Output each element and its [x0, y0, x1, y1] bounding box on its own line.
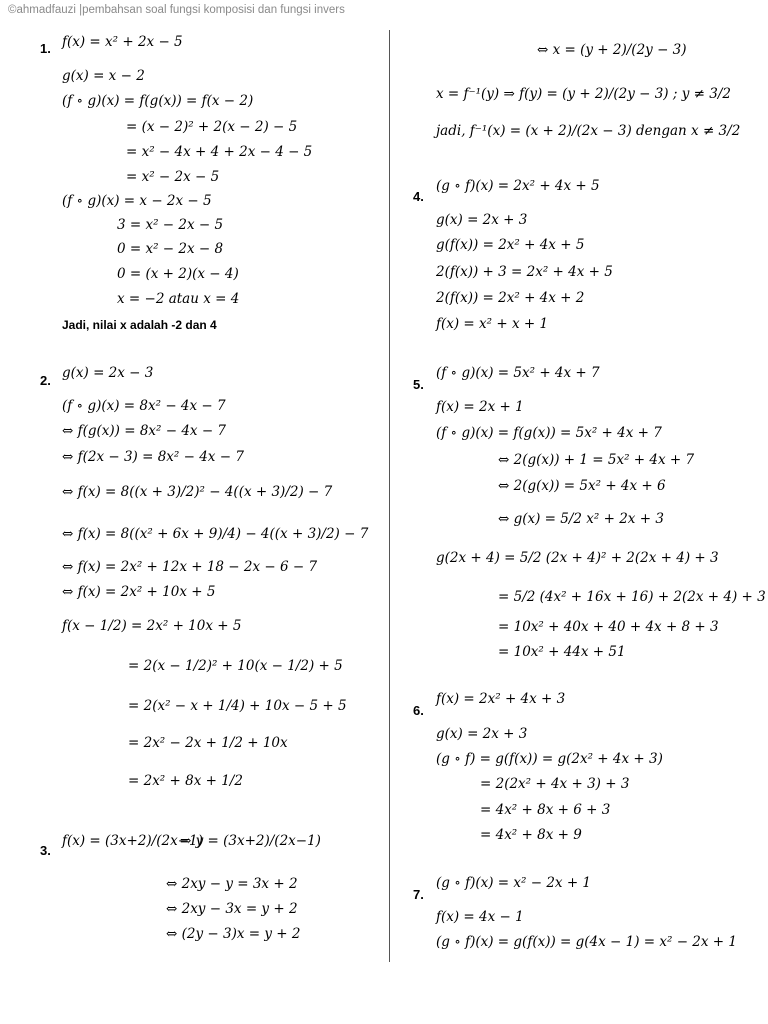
p4-line-6: f(x) = x² + x + 1 [436, 316, 549, 332]
p5-line-2: f(x) = 2x + 1 [436, 399, 524, 415]
p1-line-6: = x² − 2x − 5 [126, 169, 220, 185]
problem-2-number: 2. [40, 373, 51, 388]
column-divider [389, 30, 390, 962]
p5-line-9: = 10x² + 40x + 40 + 4x + 8 + 3 [498, 619, 719, 635]
p2-line-4: ⇔ f(2x − 3) = 8x² − 4x − 7 [62, 449, 244, 465]
p4-line-4: 2(f(x)) + 3 = 2x² + 4x + 5 [436, 264, 613, 280]
p6-line-1: f(x) = 2x² + 4x + 3 [436, 691, 566, 707]
p2-line-11: = 2(x² − x + 1/4) + 10x − 5 + 5 [128, 698, 347, 714]
p7-line-1: (g ∘ f)(x) = x² − 2x + 1 [436, 875, 592, 891]
p7-line-3: (g ∘ f)(x) = g(f(x)) = g(4x − 1) = x² − 2x + 1 [436, 934, 737, 950]
p7-line-2: f(x) = 4x − 1 [436, 909, 524, 925]
p2-line-1: g(x) = 2x − 3 [62, 365, 154, 381]
p2-line-2: (f ∘ g)(x) = 8x² − 4x − 7 [62, 398, 226, 414]
p3-line-1: f(x) = (3x+2)/(2x−1) [62, 833, 203, 849]
p1-line-2: g(x) = x − 2 [62, 68, 145, 84]
p1-line-4: = (x − 2)² + 2(x − 2) − 5 [126, 119, 298, 135]
p3-line-2: ⇒ y = (3x+2)/(2x−1) [180, 833, 321, 849]
problem-5-number: 5. [413, 377, 424, 392]
p4-line-1: (g ∘ f)(x) = 2x² + 4x + 5 [436, 178, 600, 194]
p5-line-5: ⇔ 2(g(x)) = 5x² + 4x + 6 [498, 478, 666, 494]
p2-line-12: = 2x² − 2x + 1/2 + 10x [128, 735, 288, 751]
p5-line-7: g(2x + 4) = 5/2 (2x + 4)² + 2(2x + 4) + 3 [436, 550, 719, 566]
p5-line-1: (f ∘ g)(x) = 5x² + 4x + 7 [436, 365, 600, 381]
p6-line-5: = 4x² + 8x + 6 + 3 [480, 802, 611, 818]
problem-1-number: 1. [40, 41, 51, 56]
p6-line-4: = 2(2x² + 4x + 3) + 3 [480, 776, 630, 792]
p3-line-3: ⇔ 2xy − y = 3x + 2 [166, 876, 298, 892]
p3-cont-line-3: jadi, f⁻¹(x) = (x + 2)/(2x − 3) dengan x ≠ 3/2 [436, 123, 741, 139]
p2-line-9: f(x − 1/2) = 2x² + 10x + 5 [62, 618, 242, 634]
p2-line-5: ⇔ f(x) = 8((x + 3)/2)² − 4((x + 3)/2) − 7 [62, 484, 333, 500]
p3-line-5: ⇔ (2y − 3)x = y + 2 [166, 926, 301, 942]
p5-line-6: ⇔ g(x) = 5/2 x² + 2x + 3 [498, 511, 664, 527]
p2-line-13: = 2x² + 8x + 1/2 [128, 773, 243, 789]
p1-line-5: = x² − 4x + 4 + 2x − 4 − 5 [126, 144, 313, 160]
p4-line-5: 2(f(x)) = 2x² + 4x + 2 [436, 290, 585, 306]
p2-line-6: ⇔ f(x) = 8((x² + 6x + 9)/4) − 4((x + 3)/2) − 7 [62, 526, 369, 542]
p2-line-3: ⇔ f(g(x)) = 8x² − 4x − 7 [62, 423, 227, 439]
problem-4-number: 4. [413, 189, 424, 204]
problem-3-number: 3. [40, 843, 51, 858]
p2-line-10: = 2(x − 1/2)² + 10(x − 1/2) + 5 [128, 658, 343, 674]
p1-line-1: f(x) = x² + 2x − 5 [62, 34, 183, 50]
p6-line-3: (g ∘ f) = g(f(x)) = g(2x² + 4x + 3) [436, 751, 663, 767]
p5-line-3: (f ∘ g)(x) = f(g(x)) = 5x² + 4x + 7 [436, 425, 662, 441]
p6-line-2: g(x) = 2x + 3 [436, 726, 528, 742]
p1-line-11: x = −2 atau x = 4 [117, 291, 240, 307]
p1-line-3: (f ∘ g)(x) = f(g(x)) = f(x − 2) [62, 93, 254, 109]
page-header: ©ahmadfauzi |pembahsan soal fungsi komposisi dan fungsi invers [8, 4, 345, 16]
p1-line-7: (f ∘ g)(x) = x − 2x − 5 [62, 193, 212, 209]
p4-line-2: g(x) = 2x + 3 [436, 212, 528, 228]
p3-cont-line-1: ⇔ x = (y + 2)/(2y − 3) [537, 42, 687, 58]
problem-7-number: 7. [413, 887, 424, 902]
p3-cont-line-2: x = f⁻¹(y) ⇒ f(y) = (y + 2)/(2y − 3) ; y ≠ 3/2 [436, 86, 731, 102]
p6-line-6: = 4x² + 8x + 9 [480, 827, 582, 843]
p5-line-8: = 5/2 (4x² + 16x + 16) + 2(2x + 4) + 3 [498, 589, 766, 605]
p5-line-4: ⇔ 2(g(x)) + 1 = 5x² + 4x + 7 [498, 452, 695, 468]
p2-line-7: ⇔ f(x) = 2x² + 12x + 18 − 2x − 6 − 7 [62, 559, 318, 575]
p3-line-4: ⇔ 2xy − 3x = y + 2 [166, 901, 298, 917]
p1-line-10: 0 = (x + 2)(x − 4) [117, 266, 239, 282]
p4-line-3: g(f(x)) = 2x² + 4x + 5 [436, 237, 585, 253]
p1-conclusion: Jadi, nilai x adalah -2 dan 4 [62, 318, 217, 332]
p1-line-8: 3 = x² − 2x − 5 [117, 217, 224, 233]
p2-line-8: ⇔ f(x) = 2x² + 10x + 5 [62, 584, 216, 600]
p5-line-10: = 10x² + 44x + 51 [498, 644, 626, 660]
p1-line-9: 0 = x² − 2x − 8 [117, 241, 224, 257]
problem-6-number: 6. [413, 703, 424, 718]
